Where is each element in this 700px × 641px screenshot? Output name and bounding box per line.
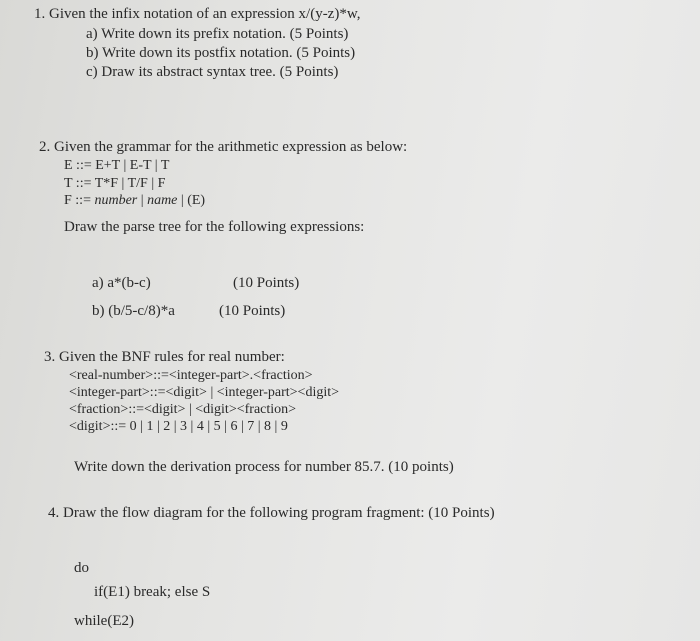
q2-rule-f-name: name <box>147 193 178 208</box>
q2-rule-t: T ::= T*F | T/F | F <box>64 176 166 191</box>
q2-rule-f <box>64 194 205 208</box>
q3-rule-fraction: <fraction>::=<digit> | <digit><fraction> <box>69 402 297 417</box>
q4-title: 4. Draw the flow diagram for the following program fragment: (10 Points) <box>48 505 495 521</box>
q4-code-do: do <box>74 560 89 576</box>
q1-item-c: c) Draw its abstract syntax tree. (5 Points) <box>86 64 339 80</box>
q2-expr-a: a) a*(b-c) <box>92 275 151 291</box>
q2-rule-f-sep: | <box>137 193 148 208</box>
q4-code-while: while(E2) <box>74 613 134 629</box>
q1-title: 1. Given the infix notation of an expression x/(y-z)*w, <box>34 6 361 22</box>
q2-rule-f-pre: F ::= <box>64 193 95 208</box>
q4-code-if: if(E1) break; else S <box>94 584 211 600</box>
q3-task: Write down the derivation process for number 85.7. (10 points) <box>74 459 454 475</box>
q2-rule-f-post: | (E) <box>177 193 206 208</box>
q3-title: 3. Given the BNF rules for real number: <box>44 349 285 365</box>
q2-instruction: Draw the parse tree for the following expressions: <box>64 219 365 235</box>
q2-expr-b: b) (b/5-c/8)*a <box>92 303 175 319</box>
q2-rule-e: E ::= E+T | E-T | T <box>64 158 170 173</box>
q2-points-a: (10 Points) <box>233 275 300 291</box>
q2-rule-f-number: number <box>94 193 138 208</box>
q3-rule-digit: <digit>::= 0 | 1 | 2 | 3 | 4 | 5 | 6 | 7 | 8 | 9 <box>69 419 288 434</box>
q2-title: 2. Given the grammar for the arithmetic expression as below: <box>39 139 408 155</box>
q3-rule-real-number: <real-number>::=<integer-part>.<fraction> <box>69 368 313 383</box>
q1-item-b: b) Write down its postfix notation. (5 Points) <box>86 45 356 61</box>
q2-points-b: (10 Points) <box>219 303 286 319</box>
q3-rule-integer-part: <integer-part>::=<digit> | <integer-part><digit> <box>69 385 340 400</box>
q1-item-a: a) Write down its prefix notation. (5 Points) <box>86 26 349 42</box>
